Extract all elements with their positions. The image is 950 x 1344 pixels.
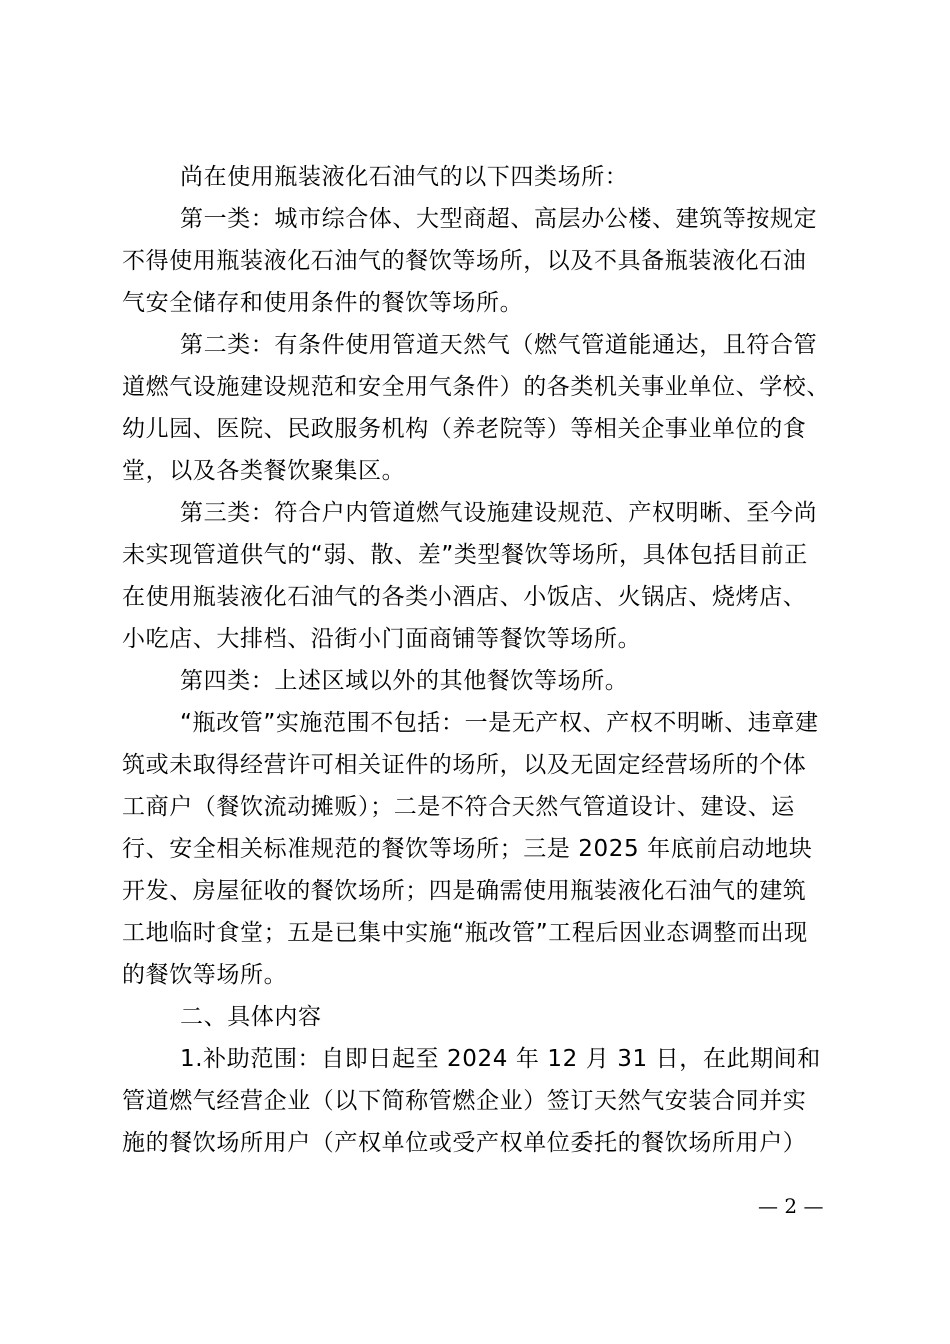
text-line-24: 施的餐饮场所用户（产权单位或受产权单位委托的餐饮场所用户） (122, 1130, 807, 1156)
text-line-15: 筑或未取得经营许可相关证件的场所，以及无固定经营场所的个体 (122, 752, 807, 778)
text-line-11: 在使用瓶装液化石油气的各类小酒店、小饭店、火锅店、烧烤店、 (122, 584, 807, 610)
text-line-3: 不得使用瓶装液化石油气的餐饮等场所，以及不具备瓶装液化石油 (122, 248, 807, 274)
text-line-19: 工地临时食堂；五是已集中实施“瓶改管”工程后因业态调整而出现 (122, 920, 808, 946)
text-line-14: “瓶改管”实施范围不包括：一是无产权、产权不明晰、违章建 (180, 710, 819, 736)
text-line-20: 的餐饮等场所。 (122, 962, 288, 988)
text-line-23: 管道燃气经营企业（以下简称管燃企业）签订天然气安装合同并实 (122, 1088, 807, 1114)
text-line-9: 第三类：符合户内管道燃气设施建设规范、产权明晰、至今尚 (180, 500, 818, 526)
text-line-7: 幼儿园、医院、民政服务机构（养老院等）等相关企事业单位的食 (122, 416, 807, 442)
text-line-1: 尚在使用瓶装液化石油气的以下四类场所： (180, 164, 629, 190)
text-line-2: 第一类：城市综合体、大型商超、高层办公楼、建筑等按规定 (180, 206, 818, 232)
text-line-10: 未实现管道供气的“弱、散、差”类型餐饮等场所，具体包括目前正 (122, 542, 808, 568)
page-number: — 2 — (758, 1194, 824, 1218)
text-line-18: 开发、房屋征收的餐饮场所；四是确需使用瓶装液化石油气的建筑 (122, 878, 807, 904)
text-line-6: 道燃气设施建设规范和安全用气条件）的各类机关事业单位、学校、 (122, 374, 830, 400)
text-line-13: 第四类：上述区域以外的其他餐饮等场所。 (180, 668, 629, 694)
text-line-12: 小吃店、大排档、沿街小门面商铺等餐饮等场所。 (122, 626, 642, 652)
text-line-17: 行、安全相关标准规范的餐饮等场所；三是 2025 年底前启动地块 (122, 836, 813, 862)
text-line-16: 工商户（餐饮流动摊贩）；二是不符合天然气管道设计、建设、运 (122, 794, 795, 820)
text-line-5: 第二类：有条件使用管道天然气（燃气管道能通达，且符合管 (180, 332, 818, 358)
text-line-22: 1.补助范围：自即日起至 2024 年 12 月 31 日，在此期间和 (180, 1046, 821, 1072)
text-line-4: 气安全储存和使用条件的餐饮等场所。 (122, 290, 524, 316)
text-line-8: 堂，以及各类餐饮聚集区。 (122, 458, 406, 484)
section-heading: 二、具体内容 (180, 1004, 322, 1030)
